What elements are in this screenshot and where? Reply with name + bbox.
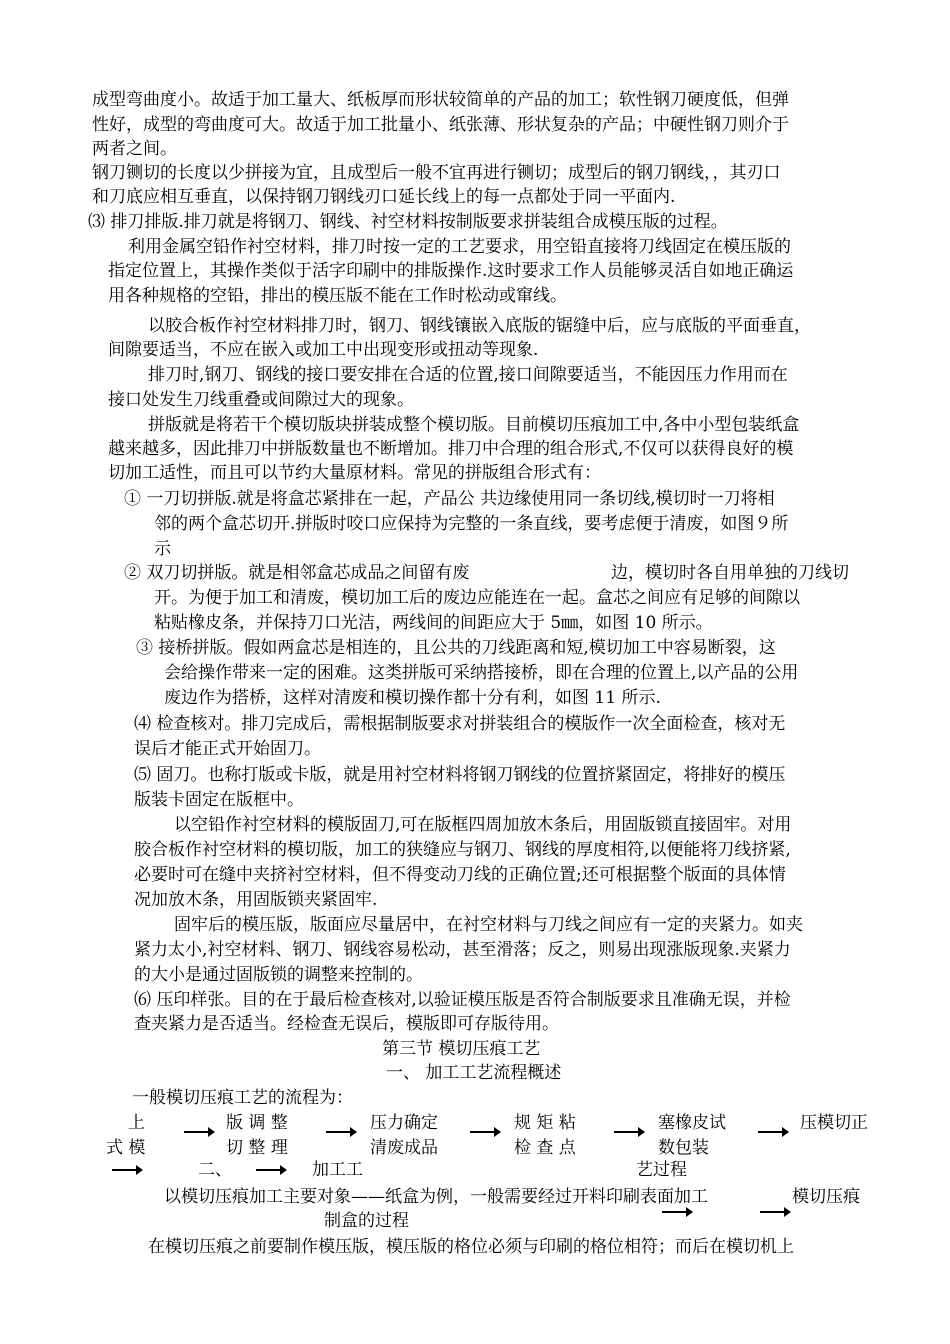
- text-line: 邻的两个盒芯切开.拼版时咬口应保持为完整的一条直线，要考虑便于清废，如图９所: [154, 514, 789, 534]
- flow-step-2: 切 整 理: [226, 1138, 288, 1158]
- text-line: 性好，成型的弯曲度可大。故适于加工批量小、纸张薄、形状复杂的产品；中硬性钢刀则介于: [92, 115, 789, 135]
- text-line: 越来越多，因此排刀中拼版数量也不断增加。排刀中合理的组合形式,不仅可以获得良好的模: [108, 439, 794, 459]
- text-line: 指定位置上，其操作类似于活字印刷中的排版操作.这时要求工作人员能够灵活自如地正确运: [108, 261, 794, 281]
- arrow-right-icon: [256, 1169, 284, 1171]
- section-item-4: ⑷ 检查核对。排刀完成后，需根据制版要求对拼装组合的模版作一次全面检查，核对无: [134, 714, 786, 734]
- text-line: 间隙要适当，不应在嵌入或加工中出现变形或扭动等现象.: [108, 340, 539, 360]
- text-line: 以空铅作衬空材料的模版固刀,可在版框四周加放木条后，用固版锁直接固牢。对用: [174, 815, 792, 835]
- subsection-heading: 加工工: [312, 1160, 363, 1180]
- arrow-right-icon: [760, 1211, 788, 1213]
- text-line: 制盒的过程: [324, 1211, 409, 1231]
- section-heading: 第三节 模切压痕工艺: [382, 1039, 541, 1059]
- text-line: 在模切压痕之前要制作模压版，模压版的格位必须与印刷的格位相符；而后在模切机上: [148, 1237, 794, 1257]
- text-line: 示: [154, 539, 171, 559]
- flow-step-1: 式 模: [106, 1138, 146, 1158]
- list-item-3: ③ 接桥拼版。假如两盒芯是相连的，且公共的刀线距离和短,模切加工中容易断裂，这: [136, 638, 776, 658]
- arrow-right-icon: [662, 1211, 690, 1213]
- text-line: 切加工适性，而且可以节约大量原材料。常见的拼版组合形式有：: [108, 463, 601, 483]
- text-line: 模切压痕: [792, 1187, 860, 1207]
- text-line: 排刀时,钢刀、钢线的接口要安排在合适的位置,接口间隙要适当，不能因压力作用而在: [148, 365, 788, 385]
- text-line: 开。为便于加工和清废，模切加工后的废边应能连在一起。盒芯之间应有足够的间隙以: [154, 588, 800, 608]
- text-line: 拼版就是将若干个模切版块拼装成整个模切版。目前模切压痕加工中,各中小型包装纸盒: [148, 415, 800, 435]
- arrow-right-icon: [470, 1131, 498, 1133]
- text-line: 接口处发生刀线重叠或间隙过大的现象。: [108, 390, 414, 410]
- section-item-3: ⑶ 排刀排版.排刀就是将钢刀、钢线、衬空材料按制版要求拼装组合成模压版的过程。: [88, 212, 728, 232]
- flow-step-3: 清废成品: [370, 1138, 438, 1158]
- text-line: 和刀底应相互垂直，以保持钢刀钢线刃口延长线上的每一点都处于同一平面内.: [92, 187, 676, 207]
- subsection-heading: 一、 加工工艺流程概述: [386, 1063, 562, 1083]
- text-line: 以模切压痕加工主要对象——纸盒为例，一般需要经过开料印刷表面加工: [164, 1187, 708, 1207]
- section-item-5: ⑸ 固刀。也称打版或卡版，就是用衬空材料将钢刀钢线的位置挤紧固定，将排好的模压: [134, 765, 786, 785]
- text-line: 边，模切时各自用单独的刀线切: [611, 563, 849, 583]
- arrow-right-icon: [614, 1131, 642, 1133]
- arrow-right-icon: [758, 1131, 786, 1133]
- text-line: 查夹紧力是否适当。经检查无误后，模版即可存版待用。: [134, 1014, 559, 1034]
- text-line: 利用金属空铅作衬空材料，排刀时按一定的工艺要求，用空铅直接将刀线固定在模压版的: [128, 237, 791, 257]
- list-item-1: ① 一刀切拼版.就是将盒芯紧排在一起，产品公 共边缘使用同一条切线,模切时一刀将相: [124, 489, 775, 509]
- text-line: 误后才能正式开始固刀。: [134, 739, 321, 759]
- flow-step-5: 数包装: [658, 1138, 709, 1158]
- flow-step-6: 压模切正: [800, 1113, 868, 1133]
- text-line: 的大小是通过固版锁的调整来控制的。: [134, 965, 423, 985]
- section-item-6: ⑹ 压印样张。目的在于最后检查核对,以验证模压版是否符合制版要求且准确无误，并检: [134, 990, 791, 1010]
- arrow-right-icon: [184, 1131, 212, 1133]
- flow-step-1: 上: [128, 1113, 145, 1133]
- subsection-heading: 艺过程: [636, 1160, 687, 1180]
- text-line: 用各种规格的空铅，排出的模压版不能在工作时松动或窜线。: [108, 286, 567, 306]
- arrow-right-icon: [112, 1169, 140, 1171]
- flow-step-5: 塞橡皮试: [658, 1113, 726, 1133]
- flow-step-4: 规 矩 粘: [514, 1113, 576, 1133]
- text-line: 钢刀铡切的长度以少拼接为宜，且成型后一般不宜再进行铡切；成型后的钢刀钢线，，其刃口: [92, 163, 781, 183]
- text-line: 版装卡固定在版框中。: [134, 790, 304, 810]
- arrow-right-icon: [326, 1131, 354, 1133]
- text-line: 固牢后的模压版，版面应尽量居中，在衬空材料与刀线之间应有一定的夹紧力。如夹: [174, 915, 803, 935]
- flow-step-4: 检 查 点: [514, 1138, 576, 1158]
- text-line: 以胶合板作衬空材料排刀时，钢刀、钢线镶嵌入底版的锯缝中后，应与底版的平面垂直，: [148, 316, 811, 336]
- list-item-2: ② 双刀切拼版。就是相邻盒芯成品之间留有废: [124, 563, 470, 583]
- text-line: 必要时可在缝中夹挤衬空材料，但不得变动刀线的正确位置;还可根据整个版面的具体情: [134, 865, 786, 885]
- text-line: 两者之间。: [92, 139, 177, 159]
- text-line: 粘贴橡皮条，并保持刀口光洁，两线间的间距应大于 5㎜，如图 10 所示。: [154, 613, 713, 633]
- text-line: 成型弯曲度小。故适于加工量大、纸板厚而形状较简单的产品的加工；软性钢刀硬度低，但弹: [92, 90, 789, 110]
- flow-step-2: 版 调 整: [226, 1113, 288, 1133]
- text-line: 紧力太小,衬空材料、钢刀、钢线容易松动，甚至滑落；反之，则易出现涨版现象.夹紧力: [134, 940, 791, 960]
- text-line: 废边作为搭桥，这样对清废和模切操作都十分有利，如图 11 所示.: [164, 688, 661, 708]
- text-line: 胶合板作衬空材料的模切版，加工的狭缝应与钢刀、钢线的厚度相符,以便能将刀线挤紧,: [134, 840, 791, 860]
- text-line: 会给操作带来一定的困难。这类拼版可采纳搭接桥，即在合理的位置上,以产品的公用: [164, 663, 799, 683]
- text-line: 一般模切压痕工艺的流程为：: [132, 1088, 353, 1108]
- text-line: 况加放木条，用固版锁夹紧固牢.: [134, 890, 378, 910]
- flow-step-3: 压力确定: [370, 1113, 438, 1133]
- subsection-heading: 二、: [198, 1160, 232, 1180]
